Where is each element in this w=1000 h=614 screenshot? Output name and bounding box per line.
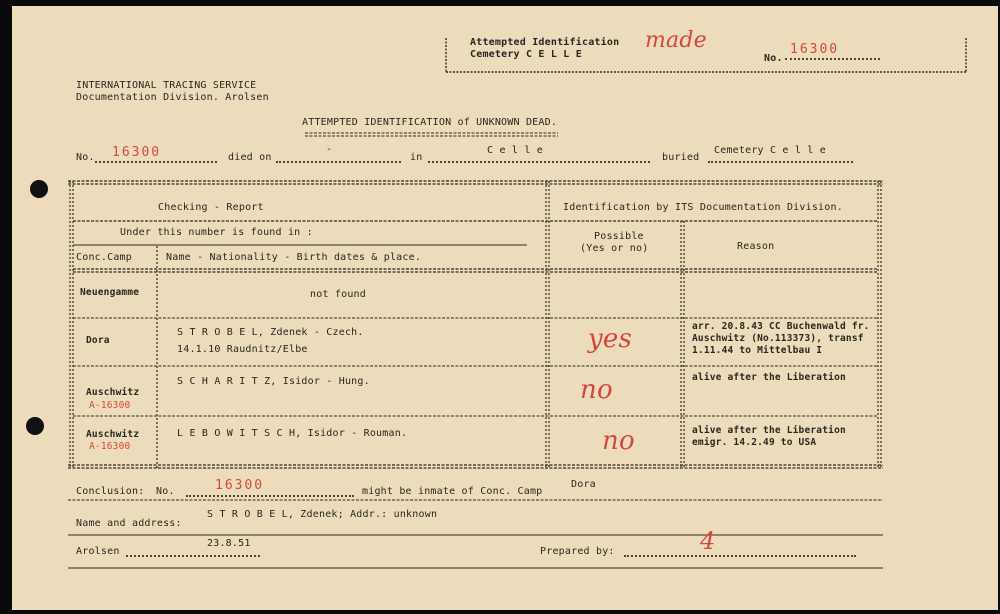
name-address-label: Name and address: [76,518,182,529]
box-no-value: 16300 [790,42,840,57]
row-reason-line1: alive after the Liberation [692,372,846,383]
box-cemetery: Cemetery C E L L E [470,49,582,60]
record-buried-label: buried [662,152,700,163]
conclusion-inmate-text: might be inmate of Conc. Camp [362,486,543,497]
row-possible: no [580,375,613,405]
row-camp: Dora [86,335,110,346]
row-reason-line3: 1.11.44 to Mittelbau I [692,345,823,356]
conclusion-no-dots [186,495,354,497]
box-no-dots [785,58,880,60]
row-reason-line1: alive after the Liberation [692,425,846,436]
box-title: Attempted Identification [470,37,620,48]
conclusion-label: Conclusion: [76,486,145,497]
prepared-by-label: Prepared by: [540,546,615,557]
row-camp: Neuengamme [80,287,140,298]
row-name-line1: S T R O B E L, Zdenek - Czech. [177,327,364,338]
name-address-value: S T R O B E L, Zdenek; Addr.: unknown [207,509,438,520]
org-division: Documentation Division. Arolsen [76,92,269,103]
record-no-label: No. [76,152,95,163]
row-camp-number: A-16300 [89,400,131,411]
row-reason-line2: Auschwitz (No.113373), transf [692,333,864,344]
col-camp-header: Conc.Camp [76,252,132,263]
document-title: ATTEMPTED IDENTIFICATION of UNKNOWN DEAD. [302,117,558,128]
box-no-label: No. [764,53,783,64]
record-buried-value: Cemetery C e l l e [714,145,826,156]
place-label: Arolsen [76,546,120,557]
record-died-value: - [326,144,333,155]
row-reason-line2: emigr. 14.2.49 to USA [692,437,817,448]
box-handwritten-note: made [645,28,707,53]
record-no-value: 16300 [112,145,162,160]
row-reason-line1: arr. 20.8.43 CC Buchenwald fr. [692,321,870,332]
conclusion-no-label: No. [156,486,175,497]
record-died-label: died on [228,152,272,163]
conclusion-camp-value: Dora [571,479,596,490]
conclusion-no-value: 16300 [215,478,265,493]
row-name-line1: S C H A R I T Z, Isidor - Hung. [177,376,370,387]
col-possible-header: Possible [594,231,644,242]
row-name-line2: 14.1.10 Raudnitz/Elbe [177,344,308,355]
col-possible-subheader: (Yes or no) [580,243,649,254]
row-camp-number: A-16300 [89,441,131,452]
col-name-header: Name - Nationality - Birth dates & place. [166,252,422,263]
row-name-line1: not found [310,289,366,300]
row-possible: no [602,426,635,456]
prepared-by-dots [624,555,856,557]
record-buried-dots [708,161,853,163]
row-name-line1: L E B O W I T S C H, Isidor - Rouman. [177,428,408,439]
record-no-dots [95,161,217,163]
place-dots [126,555,260,557]
col-reason-header: Reason [737,241,775,252]
record-in-value: C e l l e [487,145,543,156]
row-possible: yes [588,324,633,354]
identification-header: Identification by ITS Documentation Division. [563,202,843,213]
row-camp: Auschwitz [86,429,140,440]
checking-report-header: Checking - Report [158,202,264,213]
record-died-dots [276,161,401,163]
found-in-label: Under this number is found in : [120,227,313,238]
date-value: 23.8.51 [207,538,251,549]
prepared-by-initial: 4 [700,527,716,555]
record-in-dots [428,161,650,163]
row-camp: Auschwitz [86,387,140,398]
record-in-label: in [410,152,423,163]
org-name: INTERNATIONAL TRACING SERVICE [76,80,257,91]
